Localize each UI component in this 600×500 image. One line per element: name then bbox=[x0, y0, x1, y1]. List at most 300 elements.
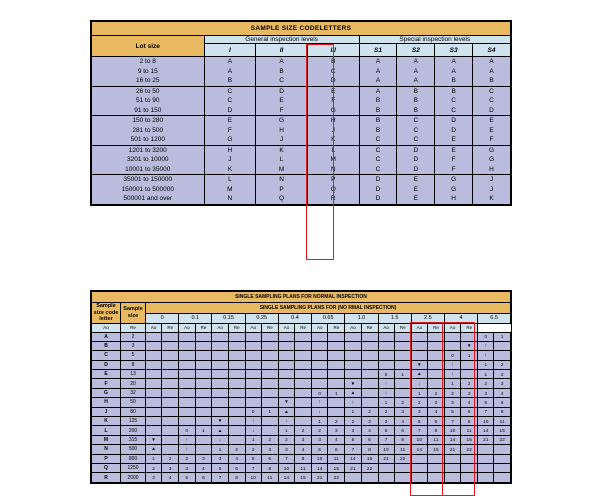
plan-cell: 21 bbox=[378, 454, 394, 463]
table1-code-cell: B C D bbox=[307, 57, 359, 87]
plan-cell: 7 bbox=[411, 426, 427, 435]
ac-header: Ao bbox=[278, 323, 294, 332]
plan-cell: 22 bbox=[361, 463, 378, 472]
sample-size-value: 80 bbox=[121, 407, 146, 416]
table-row bbox=[92, 463, 511, 472]
re-header: Re bbox=[461, 323, 478, 332]
plan-cell bbox=[278, 341, 294, 350]
plan-cell bbox=[428, 370, 445, 379]
plan-cell bbox=[179, 417, 195, 426]
plan-cell bbox=[328, 407, 345, 416]
plan-cell: 3 bbox=[261, 445, 278, 454]
plan-cell: ▲ bbox=[278, 407, 294, 416]
plan-cell bbox=[179, 379, 195, 388]
sample-size-code-letter: C bbox=[92, 351, 121, 360]
plan-cell bbox=[261, 388, 278, 397]
table-row bbox=[92, 360, 511, 369]
table1-col-III: III bbox=[307, 44, 359, 57]
plan-cell bbox=[295, 360, 312, 369]
plan-cell: 2 bbox=[162, 454, 179, 463]
plan-cell bbox=[245, 379, 261, 388]
table1-code-cell: E E F bbox=[473, 116, 511, 146]
plan-cell bbox=[394, 332, 411, 341]
plan-cell bbox=[328, 379, 345, 388]
plan-cell bbox=[378, 351, 394, 360]
sample-size-code-letter: P bbox=[92, 454, 121, 463]
plan-cell: 11 bbox=[494, 417, 511, 426]
table1-code-cell: C C C bbox=[359, 145, 397, 175]
plan-cell: 6 bbox=[328, 445, 345, 454]
plan-cell: ↓ bbox=[478, 351, 494, 360]
table1-lot-size-header: Lot size bbox=[92, 36, 205, 57]
lot-label: 16 to 25 bbox=[136, 77, 160, 84]
plan-cell bbox=[195, 398, 212, 407]
plan-cell: 4 bbox=[162, 473, 179, 482]
ac-header: Ao bbox=[245, 323, 261, 332]
plan-cell bbox=[261, 370, 278, 379]
plan-cell: 1 bbox=[212, 445, 228, 454]
plan-cell: 1 bbox=[478, 370, 494, 379]
plan-cell: 10 bbox=[278, 463, 294, 472]
table1-lot-group bbox=[92, 57, 205, 87]
plan-cell bbox=[345, 332, 361, 341]
plan-cell bbox=[261, 426, 278, 435]
plan-cell bbox=[461, 454, 478, 463]
sample-size-value: 1250 bbox=[121, 463, 146, 472]
plan-cell: 2 bbox=[461, 379, 478, 388]
plan-cell: 10 bbox=[245, 473, 261, 482]
plan-cell bbox=[361, 379, 378, 388]
aql-header-1.0: 1.0 bbox=[345, 313, 378, 323]
aql-header-0: 0 bbox=[146, 313, 179, 323]
plan-cell bbox=[212, 370, 228, 379]
plan-cell: 15 bbox=[328, 463, 345, 472]
plan-cell bbox=[295, 388, 312, 397]
plan-cell bbox=[195, 379, 212, 388]
plan-cell: 1 bbox=[444, 379, 460, 388]
aql-header-1.5: 1.5 bbox=[378, 313, 411, 323]
plan-cell: 2 bbox=[444, 388, 460, 397]
plan-cell bbox=[378, 332, 394, 341]
plan-cell: 6 bbox=[394, 426, 411, 435]
plan-cell: 3 bbox=[478, 388, 494, 397]
table1-group-header-row bbox=[92, 36, 511, 44]
plan-cell: 8 bbox=[228, 473, 245, 482]
plan-cell: 2 bbox=[361, 407, 378, 416]
table2-sample-size-header: Sample size bbox=[121, 303, 146, 324]
plan-cell bbox=[428, 379, 445, 388]
sample-size-codeletters-table bbox=[90, 20, 512, 206]
ac-header: Ao bbox=[312, 323, 328, 332]
plan-cell bbox=[444, 473, 460, 482]
plan-cell: 7 bbox=[212, 473, 228, 482]
aql-header-2.5: 2.5 bbox=[411, 313, 444, 323]
plan-cell: 3 bbox=[312, 435, 328, 444]
plan-cell bbox=[195, 351, 212, 360]
sample-size-code-letter: J bbox=[92, 407, 121, 416]
plan-cell: 0 bbox=[245, 407, 261, 416]
re-header: Re bbox=[428, 323, 445, 332]
plan-cell bbox=[295, 407, 312, 416]
table1-col-S2: S2 bbox=[397, 44, 435, 57]
plan-cell: 15 bbox=[428, 445, 445, 454]
table1-code-cell: N P Q bbox=[256, 175, 308, 205]
plan-cell: 2 bbox=[179, 454, 195, 463]
table2-grid bbox=[91, 291, 511, 483]
sample-size-code-letter: N bbox=[92, 445, 121, 454]
plan-cell: 4 bbox=[428, 407, 445, 416]
plan-cell bbox=[295, 370, 312, 379]
plan-cell bbox=[179, 351, 195, 360]
plan-cell bbox=[162, 435, 179, 444]
plan-cell bbox=[378, 463, 394, 472]
plan-cell: 4 bbox=[494, 388, 511, 397]
table1-lot-group: 35001 to 150000 150001 to 500000 500001 and over bbox=[92, 175, 205, 205]
table-row bbox=[92, 417, 511, 426]
plan-cell bbox=[228, 341, 245, 350]
plan-cell: 3 bbox=[411, 407, 427, 416]
sample-size-code-letter: Q bbox=[92, 463, 121, 472]
plan-cell bbox=[444, 341, 460, 350]
plan-cell bbox=[146, 398, 162, 407]
table1-code-cell: E F G bbox=[204, 116, 256, 146]
plan-cell: ↓ bbox=[179, 445, 195, 454]
plan-cell: 5 bbox=[212, 463, 228, 472]
table1-code-cell: C C D bbox=[204, 86, 256, 116]
plan-cell bbox=[345, 473, 361, 482]
plan-cell: ▲ bbox=[345, 388, 361, 397]
sample-size-value: 3 bbox=[121, 341, 146, 350]
plan-cell bbox=[162, 341, 179, 350]
plan-cell: 3 bbox=[146, 473, 162, 482]
plan-cell: 14 bbox=[444, 435, 460, 444]
plan-cell: ↑ bbox=[444, 360, 460, 369]
table1-code-cell: K L M bbox=[256, 145, 308, 175]
plan-cell bbox=[162, 332, 179, 341]
table1-code-cell: E F F bbox=[435, 145, 473, 175]
plan-cell: 2 bbox=[146, 463, 162, 472]
table1-lot-group: 26 to 50 51 to 90 91 to 150 bbox=[92, 86, 205, 116]
plan-cell bbox=[428, 341, 445, 350]
plan-cell: 6 bbox=[428, 417, 445, 426]
lot-label: 9 to 15 bbox=[137, 67, 158, 75]
plan-cell: 2 bbox=[411, 398, 427, 407]
plan-cell: 6 bbox=[494, 398, 511, 407]
plan-cell bbox=[361, 332, 378, 341]
plan-cell bbox=[228, 426, 245, 435]
plan-cell: 6 bbox=[228, 463, 245, 472]
table1-code-cell: A A A bbox=[397, 57, 435, 87]
table-row bbox=[92, 473, 511, 482]
plan-cell bbox=[195, 435, 212, 444]
plan-cell bbox=[245, 332, 261, 341]
table-row bbox=[92, 145, 511, 175]
plan-cell: 11 bbox=[428, 435, 445, 444]
sample-size-value: 315 bbox=[121, 435, 146, 444]
plan-cell bbox=[195, 360, 212, 369]
plan-cell bbox=[411, 473, 427, 482]
table2-title: SINGLE SAMPLING PLANS FOR NORMAL INSPECTION bbox=[92, 292, 511, 303]
plan-cell bbox=[328, 360, 345, 369]
re-header: Re bbox=[394, 323, 411, 332]
table1-code-cell: B B C bbox=[359, 116, 397, 146]
plan-cell: 1 bbox=[378, 398, 394, 407]
plan-cell: 8 bbox=[361, 445, 378, 454]
plan-cell: 10 bbox=[411, 435, 427, 444]
plan-cell bbox=[228, 435, 245, 444]
table1-col-S3: S3 bbox=[435, 44, 473, 57]
table2-subtitle-row bbox=[92, 303, 511, 314]
plan-cell: 15 bbox=[361, 454, 378, 463]
plan-cell: 0 bbox=[378, 370, 394, 379]
plan-cell bbox=[146, 407, 162, 416]
plan-cell: 5 bbox=[444, 407, 460, 416]
plan-cell bbox=[162, 351, 179, 360]
plan-cell bbox=[494, 454, 511, 463]
plan-cell bbox=[228, 379, 245, 388]
plan-cell bbox=[478, 463, 494, 472]
plan-cell: ▼ bbox=[146, 435, 162, 444]
plan-cell bbox=[245, 398, 261, 407]
plan-cell bbox=[295, 398, 312, 407]
plan-cell: 2 bbox=[228, 445, 245, 454]
table1-col-S4: S4 bbox=[473, 44, 511, 57]
re-header: Re bbox=[295, 323, 312, 332]
plan-cell bbox=[195, 388, 212, 397]
single-sampling-plans-table bbox=[90, 290, 512, 484]
plan-cell: 5 bbox=[478, 398, 494, 407]
table-row bbox=[92, 57, 511, 87]
plan-cell: 21 bbox=[312, 473, 328, 482]
plan-cell: 5 bbox=[312, 445, 328, 454]
sample-size-code-letter: E bbox=[92, 370, 121, 379]
plan-cell: 21 bbox=[345, 463, 361, 472]
table-row bbox=[92, 332, 511, 341]
table1-code-cell: A B C bbox=[256, 57, 308, 87]
plan-cell bbox=[179, 341, 195, 350]
plan-cell: 8 bbox=[295, 454, 312, 463]
plan-cell: 3 bbox=[494, 379, 511, 388]
plan-cell bbox=[278, 360, 294, 369]
plan-cell: ↓ bbox=[444, 370, 460, 379]
plan-cell bbox=[394, 463, 411, 472]
plan-cell: 1 bbox=[461, 351, 478, 360]
ac-header: Ao bbox=[212, 323, 228, 332]
plan-cell: 2 bbox=[478, 379, 494, 388]
plan-cell bbox=[162, 379, 179, 388]
plan-cell bbox=[278, 351, 294, 360]
sample-size-code-letter: B bbox=[92, 341, 121, 350]
plan-cell: 3 bbox=[162, 463, 179, 472]
plan-cell: ↓ bbox=[212, 435, 228, 444]
plan-cell: 8 bbox=[428, 426, 445, 435]
plan-cell: 5 bbox=[245, 454, 261, 463]
ac-header: Ao bbox=[444, 323, 460, 332]
plan-cell: 14 bbox=[278, 473, 294, 482]
plan-cell bbox=[212, 341, 228, 350]
sample-size-value: 2000 bbox=[121, 473, 146, 482]
plan-cell: ▼ bbox=[278, 398, 294, 407]
plan-cell bbox=[312, 379, 328, 388]
plan-cell bbox=[212, 360, 228, 369]
plan-cell: 10 bbox=[444, 426, 460, 435]
plan-cell bbox=[261, 341, 278, 350]
plan-cell bbox=[461, 463, 478, 472]
plan-cell bbox=[195, 445, 212, 454]
table-row bbox=[92, 445, 511, 454]
plan-cell: 3 bbox=[461, 388, 478, 397]
plan-cell bbox=[328, 370, 345, 379]
plan-cell: ▼ bbox=[461, 341, 478, 350]
plan-cell: ↑ bbox=[245, 417, 261, 426]
plan-cell bbox=[361, 341, 378, 350]
sample-size-code-letter: G bbox=[92, 388, 121, 397]
plan-cell: 4 bbox=[361, 426, 378, 435]
plan-cell bbox=[428, 351, 445, 360]
plan-cell: 2 bbox=[328, 417, 345, 426]
plan-cell: ↓ bbox=[278, 417, 294, 426]
plan-cell bbox=[478, 454, 494, 463]
plan-cell bbox=[361, 360, 378, 369]
plan-cell: 15 bbox=[461, 435, 478, 444]
plan-cell: 3 bbox=[394, 407, 411, 416]
re-header: Re bbox=[195, 323, 212, 332]
plan-cell bbox=[461, 370, 478, 379]
table1-code-cell: E F G bbox=[307, 86, 359, 116]
plan-cell bbox=[428, 332, 445, 341]
plan-cell: ▼ bbox=[212, 417, 228, 426]
plan-cell bbox=[261, 332, 278, 341]
plan-cell: 2 bbox=[494, 360, 511, 369]
table1-general-levels-header: General inspection levels bbox=[204, 36, 359, 44]
table1-code-cell: H J K bbox=[307, 116, 359, 146]
table1-code-cell: G G H bbox=[473, 145, 511, 175]
plan-cell: 1 bbox=[261, 407, 278, 416]
aql-header-0.65: 0.65 bbox=[312, 313, 345, 323]
sample-size-code-letter: F bbox=[92, 379, 121, 388]
plan-cell: 10 bbox=[478, 417, 494, 426]
re-header: Re bbox=[121, 323, 146, 332]
table1-code-cell: P Q R bbox=[307, 175, 359, 205]
table1-code-cell: G G H bbox=[435, 175, 473, 205]
plan-cell bbox=[461, 473, 478, 482]
plan-cell: 8 bbox=[494, 407, 511, 416]
plan-cell: 1 bbox=[245, 435, 261, 444]
table-row bbox=[92, 435, 511, 444]
plan-cell bbox=[461, 332, 478, 341]
table1-code-cell: A A B bbox=[435, 57, 473, 87]
plan-cell: 10 bbox=[378, 445, 394, 454]
plan-cell bbox=[361, 473, 378, 482]
plan-cell bbox=[278, 388, 294, 397]
plan-cell: 1 bbox=[195, 426, 212, 435]
plan-cell: ↓ bbox=[245, 426, 261, 435]
table1-code-cell: A B B bbox=[359, 86, 397, 116]
ac-header: Ao bbox=[345, 323, 361, 332]
table1-code-cell: J J K bbox=[473, 175, 511, 205]
plan-cell bbox=[195, 417, 212, 426]
sample-size-code-letter: R bbox=[92, 473, 121, 482]
plan-cell: 1 bbox=[411, 388, 427, 397]
table-row bbox=[92, 175, 511, 205]
table1-code-cell: L M N bbox=[307, 145, 359, 175]
plan-cell bbox=[245, 388, 261, 397]
plan-cell: 4 bbox=[394, 417, 411, 426]
plan-cell: 3 bbox=[278, 445, 294, 454]
table1-code-cell: D E F bbox=[256, 86, 308, 116]
table2-code-letter-header: Sample size code letter bbox=[92, 303, 121, 324]
plan-cell bbox=[361, 370, 378, 379]
plan-cell bbox=[212, 379, 228, 388]
plan-cell bbox=[261, 360, 278, 369]
plan-cell bbox=[228, 407, 245, 416]
plan-cell bbox=[146, 360, 162, 369]
plan-cell: 1 bbox=[328, 388, 345, 397]
plan-cell bbox=[146, 341, 162, 350]
aql-header-4: 4 bbox=[444, 313, 477, 323]
plan-cell: 11 bbox=[295, 463, 312, 472]
table-row bbox=[92, 86, 511, 116]
plan-cell bbox=[494, 463, 511, 472]
plan-cell: ▼ bbox=[345, 379, 361, 388]
plan-cell bbox=[444, 332, 460, 341]
plan-cell: ↑ bbox=[378, 379, 394, 388]
plan-cell: 8 bbox=[394, 435, 411, 444]
plan-cell: 3 bbox=[378, 417, 394, 426]
table1-title-row bbox=[92, 22, 511, 36]
plan-cell bbox=[444, 454, 460, 463]
plan-cell bbox=[162, 360, 179, 369]
table1-code-cell: D D E bbox=[435, 116, 473, 146]
plan-cell bbox=[345, 341, 361, 350]
table1-grid bbox=[91, 21, 511, 205]
plan-cell: 21 bbox=[444, 445, 460, 454]
sample-size-code-letter: L bbox=[92, 426, 121, 435]
table-row bbox=[92, 116, 511, 146]
sample-size-code-letter: K bbox=[92, 417, 121, 426]
plan-cell bbox=[295, 332, 312, 341]
plan-cell bbox=[295, 351, 312, 360]
sample-size-value: 125 bbox=[121, 417, 146, 426]
plan-cell: 7 bbox=[444, 417, 460, 426]
plan-cell bbox=[411, 454, 427, 463]
sample-size-value: 800 bbox=[121, 454, 146, 463]
plan-cell: 6 bbox=[361, 435, 378, 444]
sample-size-value: 8 bbox=[121, 360, 146, 369]
table2-aql-header-row bbox=[92, 313, 511, 323]
ac-header: Ao bbox=[146, 323, 162, 332]
table1-code-cell: B B B bbox=[397, 86, 435, 116]
plan-cell bbox=[228, 351, 245, 360]
table1-code-cell: D D D bbox=[397, 145, 435, 175]
plan-cell bbox=[195, 370, 212, 379]
plan-cell bbox=[162, 426, 179, 435]
plan-cell: 1 bbox=[278, 426, 294, 435]
plan-cell bbox=[278, 332, 294, 341]
plan-cell: 7 bbox=[345, 445, 361, 454]
plan-cell: ↓ bbox=[411, 379, 427, 388]
plan-cell: ↑ bbox=[478, 341, 494, 350]
plan-cell bbox=[394, 473, 411, 482]
plan-cell: 2 bbox=[295, 426, 312, 435]
ac-header: Ao bbox=[411, 323, 427, 332]
lot-label: 2 to 8 bbox=[139, 58, 156, 65]
plan-cell bbox=[179, 407, 195, 416]
plan-cell bbox=[212, 332, 228, 341]
table1-code-cell: C C C bbox=[397, 116, 435, 146]
plan-cell bbox=[245, 370, 261, 379]
plan-cell: 1 bbox=[494, 332, 511, 341]
